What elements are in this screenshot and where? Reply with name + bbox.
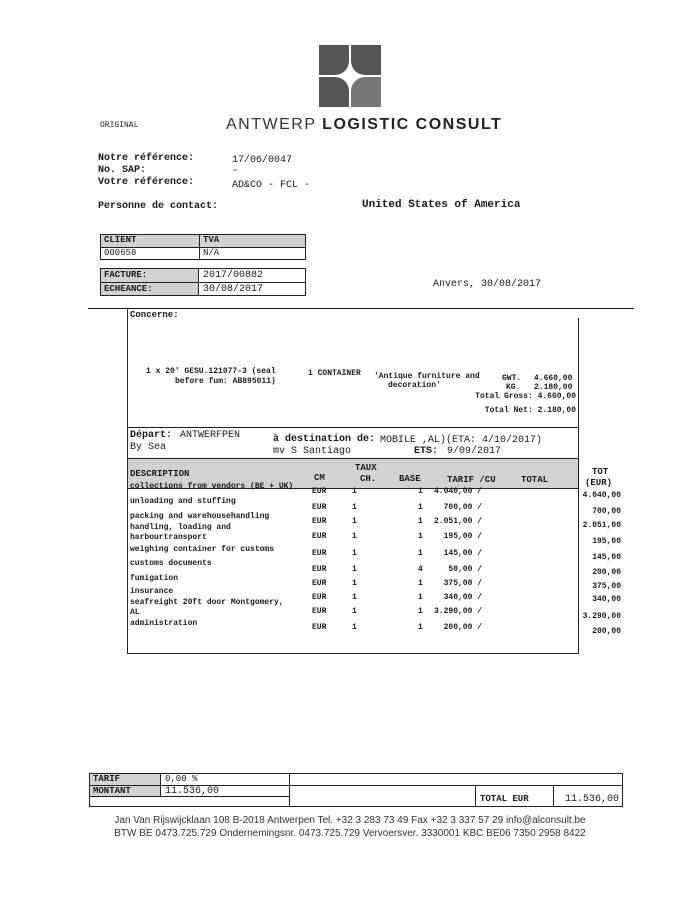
row-6-tot: 375,00 bbox=[592, 582, 621, 591]
row-2-tarif: 2.051,00 / bbox=[433, 517, 482, 526]
tarif-label: TARIF bbox=[93, 774, 121, 784]
row-3-tot: 195,00 bbox=[592, 537, 621, 546]
ref-label-3: Personne de contact: bbox=[98, 201, 219, 212]
company-name-b: LOGISTIC CONSULT bbox=[322, 116, 503, 133]
row-8-desc bbox=[130, 598, 300, 618]
gwt-value: 4.660,00 bbox=[534, 374, 573, 383]
row-8-base: 1 bbox=[418, 607, 423, 616]
row-4-tot: 145,00 bbox=[592, 553, 621, 562]
row-5-taux: 1 bbox=[352, 565, 357, 574]
row-9-base: 1 bbox=[418, 623, 423, 632]
header-description: DESCRIPTION bbox=[130, 469, 190, 479]
dest-value: MOBILE ,AL)(ETA: 4/10/2017) bbox=[380, 435, 543, 446]
row-8-desc-line1: seafreight 20ft door Montgomery, bbox=[130, 598, 284, 607]
row-2-base: 1 bbox=[418, 517, 423, 526]
total-gross: Total Gross: 4.660,00 bbox=[475, 392, 576, 401]
depart-value: ANTWERFPEN bbox=[180, 430, 241, 441]
row-4-desc: weighing container for customs bbox=[130, 545, 275, 554]
container-qty: 1 CONTAINER bbox=[308, 369, 361, 378]
total-eur-value: 11.536,00 bbox=[564, 794, 619, 805]
footer-line2: BTW BE 0473.725.729 Ondernemingsnr. 0473.725.729 Vervoersver. 3330001 KBC BE06 7350 2958 8422 bbox=[114, 828, 586, 839]
row-6-taux: 1 bbox=[352, 579, 357, 588]
row-4-base: 1 bbox=[418, 549, 423, 558]
ref-value-1: - bbox=[232, 166, 239, 177]
row-7-taux: 1 bbox=[352, 593, 357, 602]
row-3-base: 1 bbox=[418, 532, 423, 541]
row-3-desc-line1: handling, loading and bbox=[130, 523, 231, 532]
row-6-base: 1 bbox=[418, 579, 423, 588]
row-8-tot: 3.290,00 bbox=[582, 612, 621, 621]
concerne-label: Concerne: bbox=[130, 310, 179, 320]
montant-value: 11.536,00 bbox=[165, 786, 220, 797]
row-1-cm: EUR bbox=[312, 503, 327, 512]
row-2-taux: 1 bbox=[352, 517, 357, 526]
row-3-cm: EUR bbox=[312, 532, 327, 541]
row-0-taux: 1 bbox=[352, 487, 357, 496]
row-0-base: 1 bbox=[418, 487, 423, 496]
row-5-base: 4 bbox=[418, 565, 423, 574]
row-7-desc: insurance bbox=[130, 587, 174, 596]
row-3-taux: 1 bbox=[352, 532, 357, 541]
ets-value: 9/09/2017 bbox=[447, 446, 502, 457]
row-6-cm: EUR bbox=[312, 579, 327, 588]
row-1-base: 1 bbox=[418, 503, 423, 512]
container-line1: 1 x 20' GESU.121077-3 (seal bbox=[146, 367, 276, 376]
row-5-tarif: 50,00 / bbox=[448, 565, 482, 574]
total-eur-label: TOTAL EUR bbox=[480, 794, 529, 804]
tarif-value: 0,00 % bbox=[165, 774, 198, 784]
ref-label-0: Notre référence: bbox=[98, 153, 195, 164]
header-base: BASE bbox=[399, 474, 421, 484]
echeance-label: ECHEANCE: bbox=[104, 284, 153, 294]
row-4-tarif: 145,00 / bbox=[443, 549, 482, 558]
original-label: ORIGINAL bbox=[100, 121, 139, 130]
header-tot: TOT bbox=[592, 467, 609, 477]
row-9-tot: 200,00 bbox=[592, 627, 621, 636]
row-8-desc-line2: AL bbox=[130, 608, 140, 617]
header-ch: CH. bbox=[360, 474, 377, 484]
row-6-tarif: 375,00 / bbox=[443, 579, 482, 588]
header-taux: TAUX bbox=[355, 463, 377, 473]
row-3-tarif: 195,00 / bbox=[443, 532, 482, 541]
tva-value: N/A bbox=[203, 248, 220, 258]
row-5-cm: EUR bbox=[312, 565, 327, 574]
row-2-desc: packing and warehousehandling bbox=[130, 512, 270, 521]
row-1-desc: unloading and stuffing bbox=[130, 497, 236, 506]
row-3-desc bbox=[130, 523, 290, 543]
row-2-tot: 2.051,00 bbox=[582, 521, 621, 530]
facture-label: FACTURE: bbox=[104, 270, 148, 280]
row-4-cm: EUR bbox=[312, 549, 327, 558]
goods-line2: decoration' bbox=[388, 381, 441, 390]
company-name-a: ANTWERP bbox=[226, 116, 317, 133]
ref-label-2: Votre référence: bbox=[98, 177, 195, 188]
row-7-cm: EUR bbox=[312, 593, 327, 602]
row-7-tot: 340,00 bbox=[592, 595, 621, 604]
header-eur: (EUR) bbox=[585, 478, 613, 488]
row-0-tot: 4.040,00 bbox=[582, 491, 621, 500]
row-8-cm: EUR bbox=[312, 607, 327, 616]
row-4-taux: 1 bbox=[352, 549, 357, 558]
row-9-cm: EUR bbox=[312, 623, 327, 632]
row-7-base: 1 bbox=[418, 593, 423, 602]
row-1-taux: 1 bbox=[352, 503, 357, 512]
footer-line1: Jan Van Rijswijcklaan 108 B-2018 Antwerpen Tel. +32 3 283 73 49 Fax +32 3 337 57 29 info@alconsult.be bbox=[114, 815, 586, 826]
ets-label: ETS: bbox=[414, 446, 439, 457]
client-label: CLIENT bbox=[104, 235, 137, 245]
ref-label-1: No. SAP: bbox=[98, 165, 147, 176]
row-1-tot: 700,00 bbox=[592, 507, 621, 516]
vessel: mv S Santiago bbox=[273, 446, 352, 457]
client-value: 000658 bbox=[104, 248, 137, 258]
total-net: Total Net: 2.180,00 bbox=[484, 406, 576, 415]
header-cm: CM bbox=[314, 473, 325, 483]
row-5-tot: 200,00 bbox=[592, 568, 621, 577]
row-1-tarif: 700,00 / bbox=[443, 503, 482, 512]
row-8-taux: 1 bbox=[352, 607, 357, 616]
tva-label: TVA bbox=[203, 235, 220, 245]
destination-country: United States of America bbox=[362, 199, 521, 211]
row-9-desc: administration bbox=[130, 619, 198, 628]
gwt-label: GWT. bbox=[502, 374, 522, 383]
row-3-desc-line2: harbourtransport bbox=[130, 533, 207, 542]
ref-value-0: 17/06/0047 bbox=[232, 155, 293, 166]
row-5-desc: customs documents bbox=[130, 559, 212, 568]
header-tarif: TARIF /CU bbox=[447, 475, 496, 485]
row-0-tarif: 4.040,00 / bbox=[433, 487, 482, 496]
row-9-tarif: 200,00 / bbox=[443, 623, 482, 632]
facture-value: 2017/00882 bbox=[203, 270, 264, 281]
ref-value-2: AD&CO - FCL - bbox=[232, 180, 311, 191]
depart-label: Départ: bbox=[130, 430, 173, 441]
row-9-taux: 1 bbox=[352, 623, 357, 632]
row-7-tarif: 340,00 / bbox=[443, 593, 482, 602]
container-line2: before fum: AB895011) bbox=[175, 377, 276, 386]
row-0-desc: collections from vendors (BE + UK) bbox=[130, 482, 294, 491]
dest-label: à destination de: bbox=[273, 434, 376, 445]
echeance-value: 30/08/2017 bbox=[203, 284, 264, 295]
place-date: Anvers, 30/08/2017 bbox=[433, 279, 542, 290]
row-6-desc: fumigation bbox=[130, 574, 179, 583]
header-total: TOTAL bbox=[521, 475, 549, 485]
montant-label: MONTANT bbox=[93, 786, 131, 796]
row-8-tarif: 3.290,00 / bbox=[433, 607, 482, 616]
kg-value: 2.180,00 bbox=[534, 383, 573, 392]
route-by: By Sea bbox=[130, 442, 167, 453]
row-2-cm: EUR bbox=[312, 517, 327, 526]
row-0-cm: EUR bbox=[312, 487, 327, 496]
goods-line1: 'Antique furniture and bbox=[374, 372, 480, 381]
kg-label: KG. bbox=[506, 383, 521, 392]
